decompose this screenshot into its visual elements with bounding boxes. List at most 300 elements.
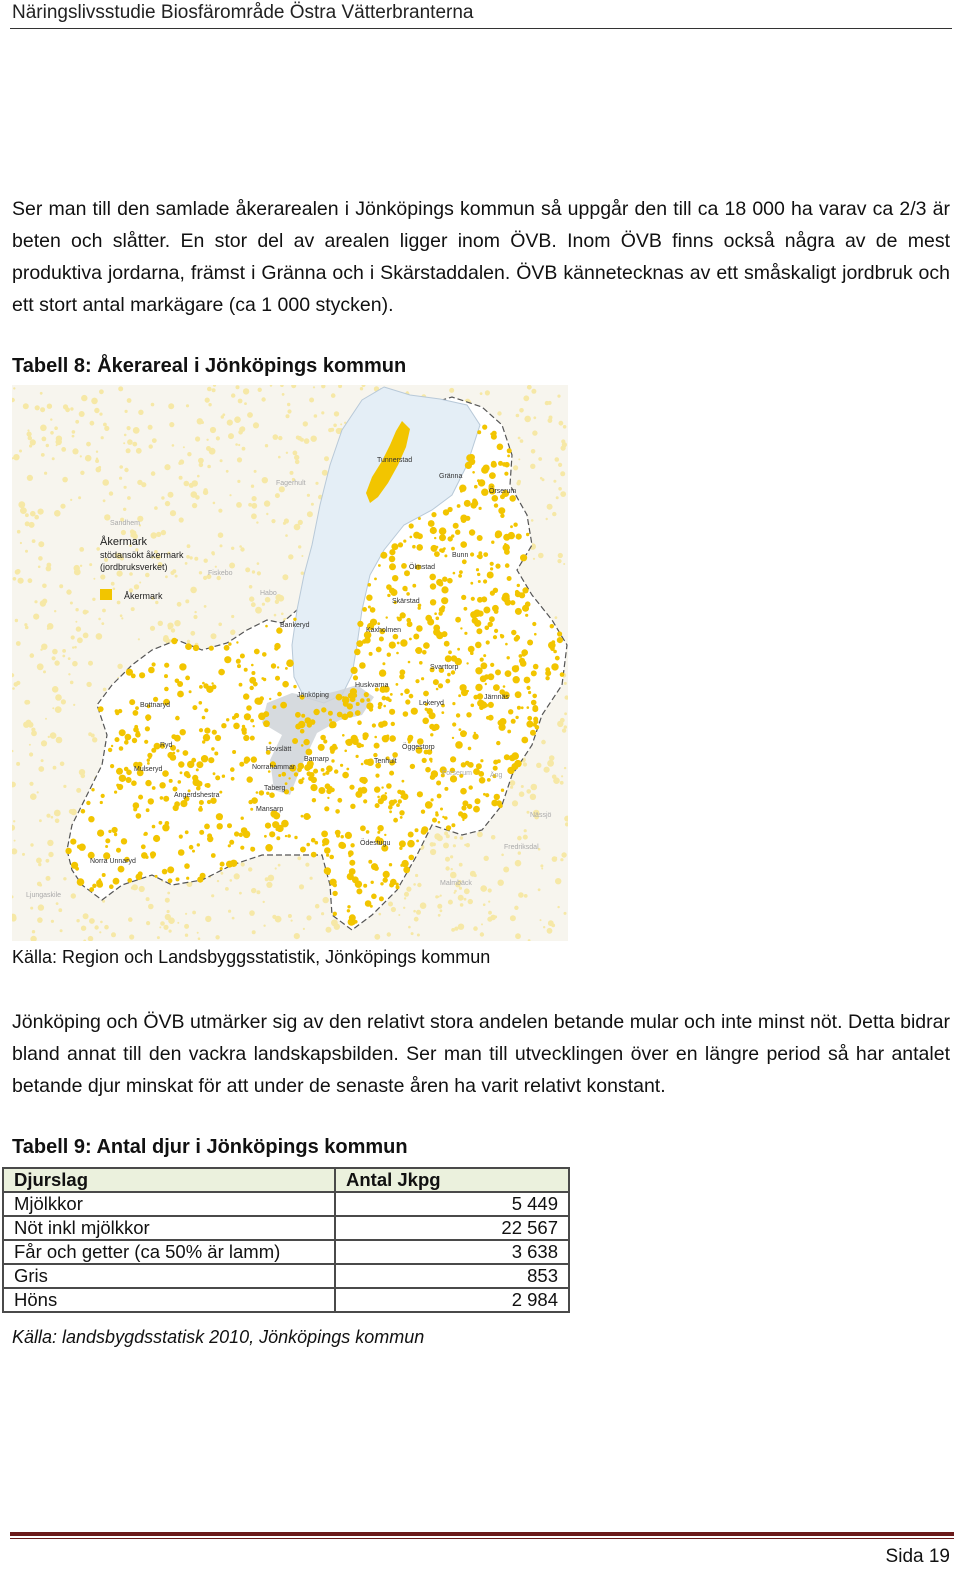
farmland-dot — [430, 583, 436, 589]
farmland-dot-outside — [41, 740, 47, 746]
farmland-dot-outside — [78, 496, 81, 499]
farmland-dot — [211, 747, 215, 751]
farmland-dot-outside — [279, 486, 285, 492]
farmland-dot-outside — [480, 885, 487, 892]
farmland-dot — [497, 759, 501, 763]
farmland-dot — [147, 762, 150, 765]
farmland-dot-outside — [92, 598, 95, 601]
farmland-dot — [264, 835, 267, 838]
farmland-dot — [430, 775, 435, 780]
farmland-dot-outside — [251, 513, 257, 519]
farmland-dot — [485, 793, 489, 797]
farmland-dot — [411, 708, 418, 715]
farmland-dot-outside — [136, 448, 142, 454]
farmland-dot-outside — [299, 884, 304, 889]
farmland-dot-outside — [103, 688, 107, 692]
farmland-dot — [301, 744, 304, 747]
farmland-dot — [193, 645, 199, 651]
farmland-dot — [364, 692, 369, 697]
farmland-dot — [481, 662, 488, 669]
farmland-dot — [382, 721, 388, 727]
farmland-dot-outside — [324, 456, 329, 461]
farmland-dot — [197, 843, 200, 846]
farmland-dot-outside — [185, 599, 189, 603]
farmland-dot — [335, 746, 338, 749]
farmland-dot-outside — [265, 597, 271, 603]
farmland-dot-outside — [131, 607, 135, 611]
farmland-dot-outside — [159, 926, 161, 928]
farmland-dot — [329, 721, 336, 728]
farmland-dot — [105, 845, 108, 848]
farmland-dot-outside — [234, 873, 240, 879]
farmland-dot — [374, 786, 380, 792]
farmland-dot — [493, 635, 497, 639]
farmland-dot — [301, 815, 304, 818]
farmland-dot-outside — [488, 911, 492, 915]
farmland-dot — [310, 784, 317, 791]
farmland-dot — [150, 851, 156, 857]
farmland-dot — [370, 607, 376, 613]
farmland-dot — [178, 849, 185, 856]
farmland-dot — [315, 841, 319, 845]
farmland-dot-outside — [177, 922, 179, 924]
animal-type-cell: Höns — [3, 1288, 335, 1312]
farmland-dot — [475, 642, 482, 649]
farmland-dot-outside — [18, 578, 24, 584]
farmland-dot — [444, 641, 450, 647]
farmland-dot — [533, 717, 538, 722]
farmland-dot — [298, 721, 305, 728]
farmland-dot-outside — [77, 637, 83, 643]
farmland-dot — [180, 729, 186, 735]
farmland-dot-outside — [485, 390, 490, 395]
farmland-dot-outside — [215, 566, 217, 568]
farmland-dot — [492, 495, 499, 502]
farmland-dot-outside — [44, 472, 47, 475]
farmland-dot-outside — [562, 728, 566, 732]
farmland-dot — [373, 753, 377, 757]
farmland-dot-outside — [54, 810, 61, 817]
farmland-dot — [230, 767, 235, 772]
farmland-dot — [364, 759, 370, 765]
farmland-dot — [88, 816, 94, 822]
farmland-dot — [521, 737, 528, 744]
farmland-dot — [493, 684, 500, 691]
farmland-dot-outside — [549, 416, 553, 420]
farmland-dot-outside — [415, 874, 418, 877]
farmland-dot-outside — [231, 547, 234, 550]
farmland-dot-outside — [38, 904, 44, 910]
farmland-dot-outside — [555, 878, 561, 884]
farmland-dot — [294, 836, 297, 839]
farmland-dot — [464, 500, 471, 507]
farmland-dot — [280, 702, 287, 709]
farmland-dot — [555, 656, 560, 661]
farmland-dot — [403, 711, 409, 717]
farmland-dot — [220, 862, 225, 867]
place-label: Bankeryd — [280, 622, 310, 629]
animal-type-cell: Mjölkkor — [3, 1192, 335, 1216]
farmland-dot — [429, 712, 436, 719]
farmland-dot-outside — [257, 562, 260, 565]
farmland-dot — [108, 830, 111, 833]
farmland-dot — [115, 711, 119, 715]
farmland-dot — [439, 527, 447, 535]
farmland-dot-outside — [450, 872, 457, 879]
farmland-dot-outside — [262, 603, 265, 606]
farmland-dot — [162, 869, 168, 875]
farmland-dot-outside — [192, 503, 197, 508]
farmland-dot — [396, 683, 399, 686]
farmland-dot — [136, 874, 143, 881]
farmland-dot-outside — [70, 602, 73, 605]
farmland-dot-outside — [464, 898, 467, 901]
farmland-dot — [377, 831, 380, 834]
farmland-dot — [545, 676, 549, 680]
farmland-dot — [358, 787, 363, 792]
farmland-dot-outside — [12, 687, 15, 690]
farmland-dot-outside — [458, 924, 464, 930]
farmland-dot-outside — [411, 932, 414, 935]
farmland-dot — [271, 663, 276, 668]
farmland-dot — [337, 798, 342, 803]
farmland-dot — [471, 704, 475, 708]
farmland-dot-outside — [118, 386, 123, 391]
farmland-dot — [507, 455, 510, 458]
farmland-dot — [335, 809, 340, 814]
farmland-dot-outside — [263, 901, 265, 903]
farmland-dot-outside — [533, 416, 536, 419]
farmland-dot — [273, 812, 280, 819]
farmland-dot-outside — [119, 465, 123, 469]
farmland-dot — [368, 860, 372, 864]
farmland-dot — [436, 781, 441, 786]
farmland-dot — [327, 797, 329, 799]
farmland-dot — [402, 780, 405, 783]
farmland-dot — [520, 554, 527, 561]
farmland-dot — [382, 662, 385, 665]
farmland-dot-outside — [519, 408, 524, 413]
farmland-dot-outside — [132, 884, 138, 890]
farmland-dot-outside — [43, 670, 46, 673]
farmland-dot — [117, 784, 123, 790]
farmland-dot-outside — [52, 707, 54, 709]
farmland-dot — [445, 655, 452, 662]
farmland-dot — [498, 804, 503, 809]
farmland-dot — [447, 578, 453, 584]
farmland-dot-outside — [294, 455, 299, 460]
farmland-dot-outside — [251, 602, 256, 607]
farmland-dot-outside — [240, 547, 244, 551]
farmland-dot — [78, 844, 85, 851]
farmland-dot — [224, 645, 230, 651]
farmland-dot — [357, 720, 362, 725]
farmland-dot-outside — [72, 448, 78, 454]
farmland-dot — [451, 823, 455, 827]
farmland-dot-outside — [28, 578, 33, 583]
farmland-dot-outside — [39, 819, 42, 822]
farmland-dot-outside — [13, 577, 17, 581]
farmland-dot — [352, 739, 358, 745]
farmland-dot-outside — [161, 530, 166, 535]
farmland-dot — [493, 766, 498, 771]
farmland-dot-outside — [323, 897, 329, 903]
animal-count-cell: 5 449 — [335, 1192, 569, 1216]
farmland-dot — [490, 567, 493, 570]
farmland-dot — [432, 818, 437, 823]
farmland-dot — [234, 831, 239, 836]
farmland-dot — [524, 606, 529, 611]
farmland-dot — [436, 688, 439, 691]
farmland-dot-outside — [54, 610, 56, 612]
farmland-dot — [135, 706, 139, 710]
farmland-dot — [452, 702, 455, 705]
farmland-dot — [384, 834, 386, 836]
farmland-dot-outside — [556, 496, 559, 499]
farmland-dot — [446, 825, 451, 830]
farmland-dot-outside — [523, 762, 527, 766]
farmland-dot — [476, 763, 482, 769]
farmland-dot — [478, 771, 484, 777]
farmland-dot-outside — [41, 453, 45, 457]
farmland-dot — [425, 708, 428, 711]
farmland-dot — [165, 821, 170, 826]
farmland-dot-outside — [38, 541, 44, 547]
farmland-dot-outside — [31, 728, 35, 732]
farmland-dot — [353, 675, 358, 680]
farmland-dot-outside — [34, 515, 39, 520]
farmland-dot — [237, 664, 241, 668]
farmland-dot-outside — [79, 411, 85, 417]
farmland-dot — [478, 580, 481, 583]
farmland-dot-outside — [190, 631, 195, 636]
farmland-dot-outside — [531, 449, 536, 454]
farmland-dot — [310, 719, 316, 725]
farmland-dot — [412, 584, 416, 588]
farmland-dot-outside — [379, 913, 382, 916]
farmland-dot-outside — [90, 421, 95, 426]
farmland-dot-outside — [72, 646, 74, 648]
place-label: Habo — [260, 590, 277, 597]
farmland-dot-outside — [124, 486, 127, 489]
farmland-dot-outside — [521, 785, 524, 788]
farmland-dot — [427, 619, 434, 626]
farmland-dot-outside — [530, 464, 535, 469]
farmland-dot — [116, 768, 123, 775]
farmland-dot — [98, 706, 104, 712]
farmland-dot — [507, 656, 510, 659]
farmland-dot-outside — [83, 633, 89, 639]
farmland-dot — [325, 771, 329, 775]
place-label: Lekeryd — [419, 700, 444, 707]
farmland-dot — [251, 756, 257, 762]
farmland-dot — [261, 677, 264, 680]
farmland-dot-outside — [146, 921, 150, 925]
farmland-dot — [354, 649, 361, 656]
farmland-dot-outside — [301, 572, 304, 575]
place-label: Skärstad — [392, 598, 420, 605]
farmland-dot — [466, 712, 471, 717]
farmland-dot-outside — [99, 413, 102, 416]
farmland-dot-outside — [213, 502, 216, 505]
farmland-dot-outside — [54, 426, 58, 430]
farmland-dot — [126, 777, 132, 783]
place-label: Barnarp — [304, 756, 329, 763]
farmland-dot — [396, 803, 400, 807]
farmland-dot — [141, 844, 146, 849]
farmland-dot-outside — [558, 463, 562, 467]
farmland-dot — [192, 850, 195, 853]
farmland-dot-outside — [167, 910, 170, 913]
farmland-dot — [329, 719, 332, 722]
farmland-dot — [378, 798, 384, 804]
farmland-dot-outside — [26, 720, 32, 726]
farmland-dot-outside — [206, 446, 211, 451]
farmland-dot-outside — [309, 398, 314, 403]
farmland-dot-outside — [303, 421, 308, 426]
place-label: Mulseryd — [134, 766, 163, 773]
farmland-dot-outside — [404, 892, 409, 897]
farmland-dot-outside — [171, 628, 175, 632]
farmland-dot-outside — [189, 556, 192, 559]
table-row — [3, 1192, 569, 1216]
farmland-dot — [185, 676, 190, 681]
farmland-dot-outside — [54, 660, 59, 665]
farmland-dot-outside — [464, 888, 470, 894]
farmland-dot — [515, 591, 521, 597]
farmland-dot — [110, 764, 114, 768]
farmland-dot-outside — [297, 856, 301, 860]
farmland-dot-outside — [265, 444, 268, 447]
farmland-dot-outside — [13, 820, 15, 822]
farmland-dot-outside — [127, 439, 133, 445]
farmland-dot-outside — [40, 407, 45, 412]
farmland-dot — [419, 661, 423, 665]
farmland-dot — [448, 650, 452, 654]
farmland-dot-outside — [150, 626, 155, 631]
farmland-dot — [113, 878, 120, 885]
farmland-dot — [422, 650, 427, 655]
farmland-dot-outside — [398, 914, 400, 916]
farmland-dot-outside — [165, 575, 168, 578]
farmland-dot-outside — [266, 882, 272, 888]
farmland-dot — [177, 691, 184, 698]
animal-count-cell: 22 567 — [335, 1216, 569, 1240]
farmland-dot — [269, 742, 272, 745]
farmland-dot — [488, 702, 494, 708]
farmland-dot — [533, 664, 539, 670]
farmland-dot — [236, 659, 241, 664]
farmland-dot-outside — [126, 448, 131, 453]
place-label: Bottnaryd — [140, 702, 170, 709]
farmland-dot — [462, 559, 467, 564]
farmland-dot-outside — [75, 420, 79, 424]
farmland-dot — [500, 634, 503, 637]
farmland-dot — [510, 525, 513, 528]
table-row — [3, 1240, 569, 1264]
farmland-dot — [482, 425, 487, 430]
farmland-dot — [477, 479, 480, 482]
farmland-dot-outside — [13, 454, 19, 460]
farmland-dot — [209, 646, 214, 651]
farmland-dot-outside — [243, 388, 249, 394]
farmland-dot — [131, 674, 136, 679]
farmland-dot-outside — [510, 915, 516, 921]
farmland-dot-outside — [70, 407, 73, 410]
farmland-dot — [372, 723, 376, 727]
farmland-dot-outside — [458, 895, 464, 901]
legend-item-label: Åkermark — [124, 591, 163, 601]
farmland-dot — [203, 734, 210, 741]
farmland-dot — [227, 823, 232, 828]
farmland-dot — [509, 495, 516, 502]
farmland-dot-outside — [99, 931, 101, 933]
farmland-dot — [175, 716, 180, 721]
farmland-dot — [466, 662, 468, 664]
farmland-dot-outside — [251, 485, 254, 488]
farmland-dot — [185, 830, 189, 834]
farmland-dot — [459, 570, 463, 574]
farmland-dot — [530, 730, 536, 736]
farmland-dot — [199, 685, 203, 689]
farmland-dot-outside — [540, 864, 543, 867]
farmland-dot-outside — [237, 457, 242, 462]
farmland-dot-outside — [52, 656, 56, 660]
animal-type-cell: Nöt inkl mjölkkor — [3, 1216, 335, 1240]
farmland-dot-outside — [549, 755, 555, 761]
farmland-dot-outside — [170, 510, 176, 516]
farmland-dot — [434, 551, 440, 557]
farmland-dot — [493, 588, 498, 593]
farmland-dot-outside — [177, 602, 182, 607]
farmland-dot — [477, 430, 481, 434]
farmland-dot-outside — [249, 596, 254, 601]
farmland-dot-outside — [50, 732, 57, 739]
farmland-dot — [136, 731, 140, 735]
farmland-dot-outside — [117, 601, 121, 605]
farmland-dot — [254, 649, 260, 655]
farmland-dot-outside — [163, 925, 168, 930]
farmland-dot-outside — [164, 464, 170, 470]
farmland-dot — [442, 577, 447, 582]
farmland-dot-outside — [76, 626, 81, 631]
farmland-dot-outside — [146, 897, 150, 901]
farmland-dot-outside — [56, 737, 63, 744]
farmland-dot — [423, 642, 430, 649]
farmland-dot-outside — [60, 762, 65, 767]
farmland-dot-outside — [555, 616, 558, 619]
farmland-dot — [408, 661, 411, 664]
farmland-dot-outside — [197, 475, 200, 478]
farmland-dot — [356, 755, 359, 758]
farmland-dot-outside — [229, 563, 235, 569]
farmland-dot — [444, 816, 448, 820]
farmland-dot-outside — [157, 936, 160, 939]
farmland-dot — [550, 646, 555, 651]
farmland-dot-outside — [168, 492, 174, 498]
farmland-dot — [111, 745, 113, 747]
place-label: Hovslätt — [266, 746, 292, 753]
farmland-dot — [475, 798, 481, 804]
farmland-dot — [416, 544, 423, 551]
farmland-dot — [515, 716, 518, 719]
farmland-dot-outside — [533, 558, 535, 560]
farmland-dot-outside — [189, 483, 194, 488]
farmland-dot-outside — [552, 775, 557, 780]
farmland-dot-outside — [268, 875, 275, 882]
farmland-dot-outside — [174, 620, 180, 626]
farmland-dot-outside — [524, 829, 527, 832]
